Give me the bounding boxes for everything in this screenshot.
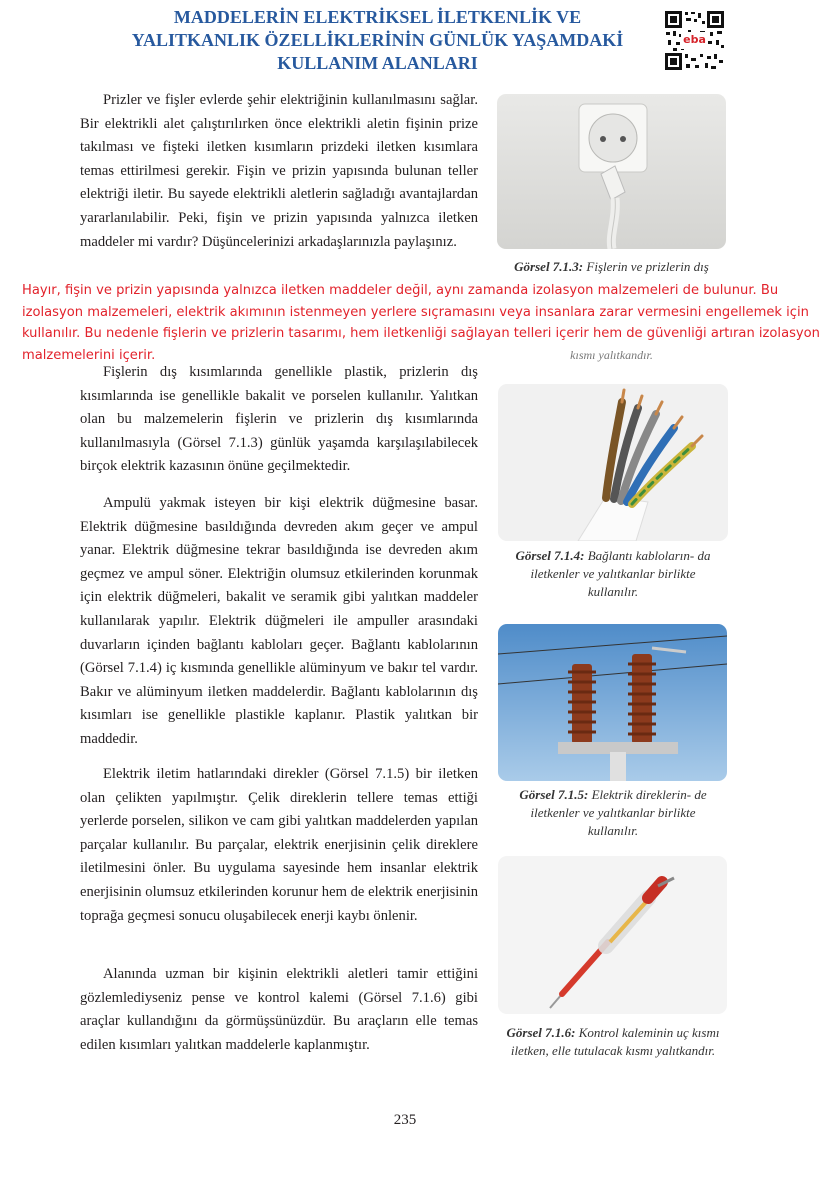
caption-label: Görsel 7.1.6: [506,1025,576,1040]
caption-7-1-3-tail: kısmı yalıtkandır. [570,348,653,362]
cable-photo [498,384,728,541]
title-line-3: KULLANIM ALANLARI [277,53,478,73]
qr-code[interactable] [664,10,725,71]
caption-text: Elektrik direklerin- de iletkenler ve yalıtkanlar birlikte kullanılır. [530,787,707,838]
page-title [95,6,660,75]
caption-7-1-4 [505,547,721,601]
paragraph-intro: Prizler ve fişler evlerde şehir elektriğinin kullanılmasını sağlar. Bir elektrikli alet çalıştırılırken önce elektrikli aletin fişinin prize takılması ve fişteki iletken kısımların prizdeki iletken kısımlara temas ettirilmesi gerekir. Fişin ve prizin yapısında bulunan teller elektriği iletir. Bu sayede elektrikli aletlerin sağladığı avantajlardan yararlanılabilir. Peki, fişin ve prizin yapısında yalnızca iletken maddeler mi vardır? Düşüncelerinizi arkadaşlarınızla paylaşınız. [80,92,478,250]
caption-text: Bağlantı kabloların- da iletkenler ve yalıtkanlar birlikte kullanılır. [530,548,711,599]
caption-label: Görsel 7.1.4: [515,548,585,563]
socket-plug-photo [497,94,726,249]
caption-label: Görsel 7.1.3: [514,259,584,274]
answer-text: Hayır, fişin ve prizin yapısında yalnızca iletken maddeler değil, aynı zamanda izolasyon malzemeleri de bulunur. Bu izolasyon malzemeleri, elektrik akımının istenmeyen yerlere sıçramasını veya insanlara zarar vermesini engellemek için kullanılır. Bu nedenle fişlerin ve prizlerin tasarımı, hem iletkenliği sağlayan telleri içerir hem de güvenliği artıran izolasyon malzemelerini içerir. [22,283,820,363]
title-line-2: YALITKANLIK ÖZELLİKLERİNİN GÜNLÜK YAŞAMDAKİ [131,30,624,50]
tester-photo [498,856,727,1014]
caption-7-1-3 [497,258,726,276]
paragraph-tools: Alanında uzman bir kişinin elektrikli aletleri tamir ettiğini gözlemlediyseniz pense ve kontrol kalemi (Görsel 7.1.6) gibi araçlar kullandığını da görmüşsünüzdür. Bu araçların elle temas edilen kısımları yalıtkan maddelerle kaplanmıştır. [80,966,478,1053]
caption-text: Kontrol kaleminin uç kısmı iletken, elle tutulacak kısmı yalıtkandır. [510,1025,720,1058]
page-number: 235 [393,1112,417,1128]
eba-badge: eba [683,33,706,46]
title-line-1: MADDELERİN ELEKTRİKSEL İLETKENLİK VE [173,7,582,27]
caption-text: Fişlerin ve prizlerin dış [586,259,709,274]
paragraph-power-line: Elektrik iletim hatlarındaki direkler (Görsel 7.1.5) bir iletken olan çelikten yapılmıştır. Çelik direklerin tellere temas ettiği yerlerde porselen, silikon ve cam gibi yalıtkan maddelerden yapılan parçalar kullanılır. Bu parçalar, elektrik enerjisinin çelik direklere iletilmesini önler. Bu uygulama sayesinde hem insanlar elektrik enerjisinin olumsuz etkilerinden korunur hem de elektrik enerjisinin toprağa geçmesi sonucu oluşabilecek enerji kaybı önlenir. [80,766,478,924]
power-line-photo [498,624,727,781]
paragraph-plug-socket: Fişlerin dış kısımlarında genellikle plastik, prizlerin dış kısımlarında ise genellikle bakalit ve porselen kullanılır. Yalıtkan olan bu malzemelerin fişlerin ve prizlerin dış kısımlarında kullanılmasıyla (Görsel 7.1.3) günlük yaşamda karşılaşılabilecek birçok elektrik kazasının önüne geçilmektedir. [80,364,478,475]
caption-7-1-5 [505,786,721,840]
caption-label: Görsel 7.1.5: [519,787,589,802]
caption-7-1-6 [505,1024,721,1060]
paragraph-switch-cable: Ampulü yakmak isteyen bir kişi elektrik düğmesine basar. Elektrik düğmesine basıldığında devreden akım geçer ve ampul yanar. Elektrik düğmesine tekrar basıldığında ise devreden akım geçmez ve ampul söner. Elektriğin olumsuz etkilerinden korunmak için elektrik düğmeleri, bakalit ve seramik gibi yalıtkan maddeler kullanılarak yapılır. Elektrik düğmeleri ile ampuller arasındaki duvarların içinden bağlantı kabloları geçer. Bağlantı kablolarının (Görsel 7.1.4) iç kısmında genellikle alüminyum ve bakır tel vardır. Bakır ve alüminyum iletken maddelerdir. Bağlantı kablolarının dış kısımları ise genellikle plastikle kaplanır. Plastik yalıtkan bir maddedir. [80,495,478,747]
